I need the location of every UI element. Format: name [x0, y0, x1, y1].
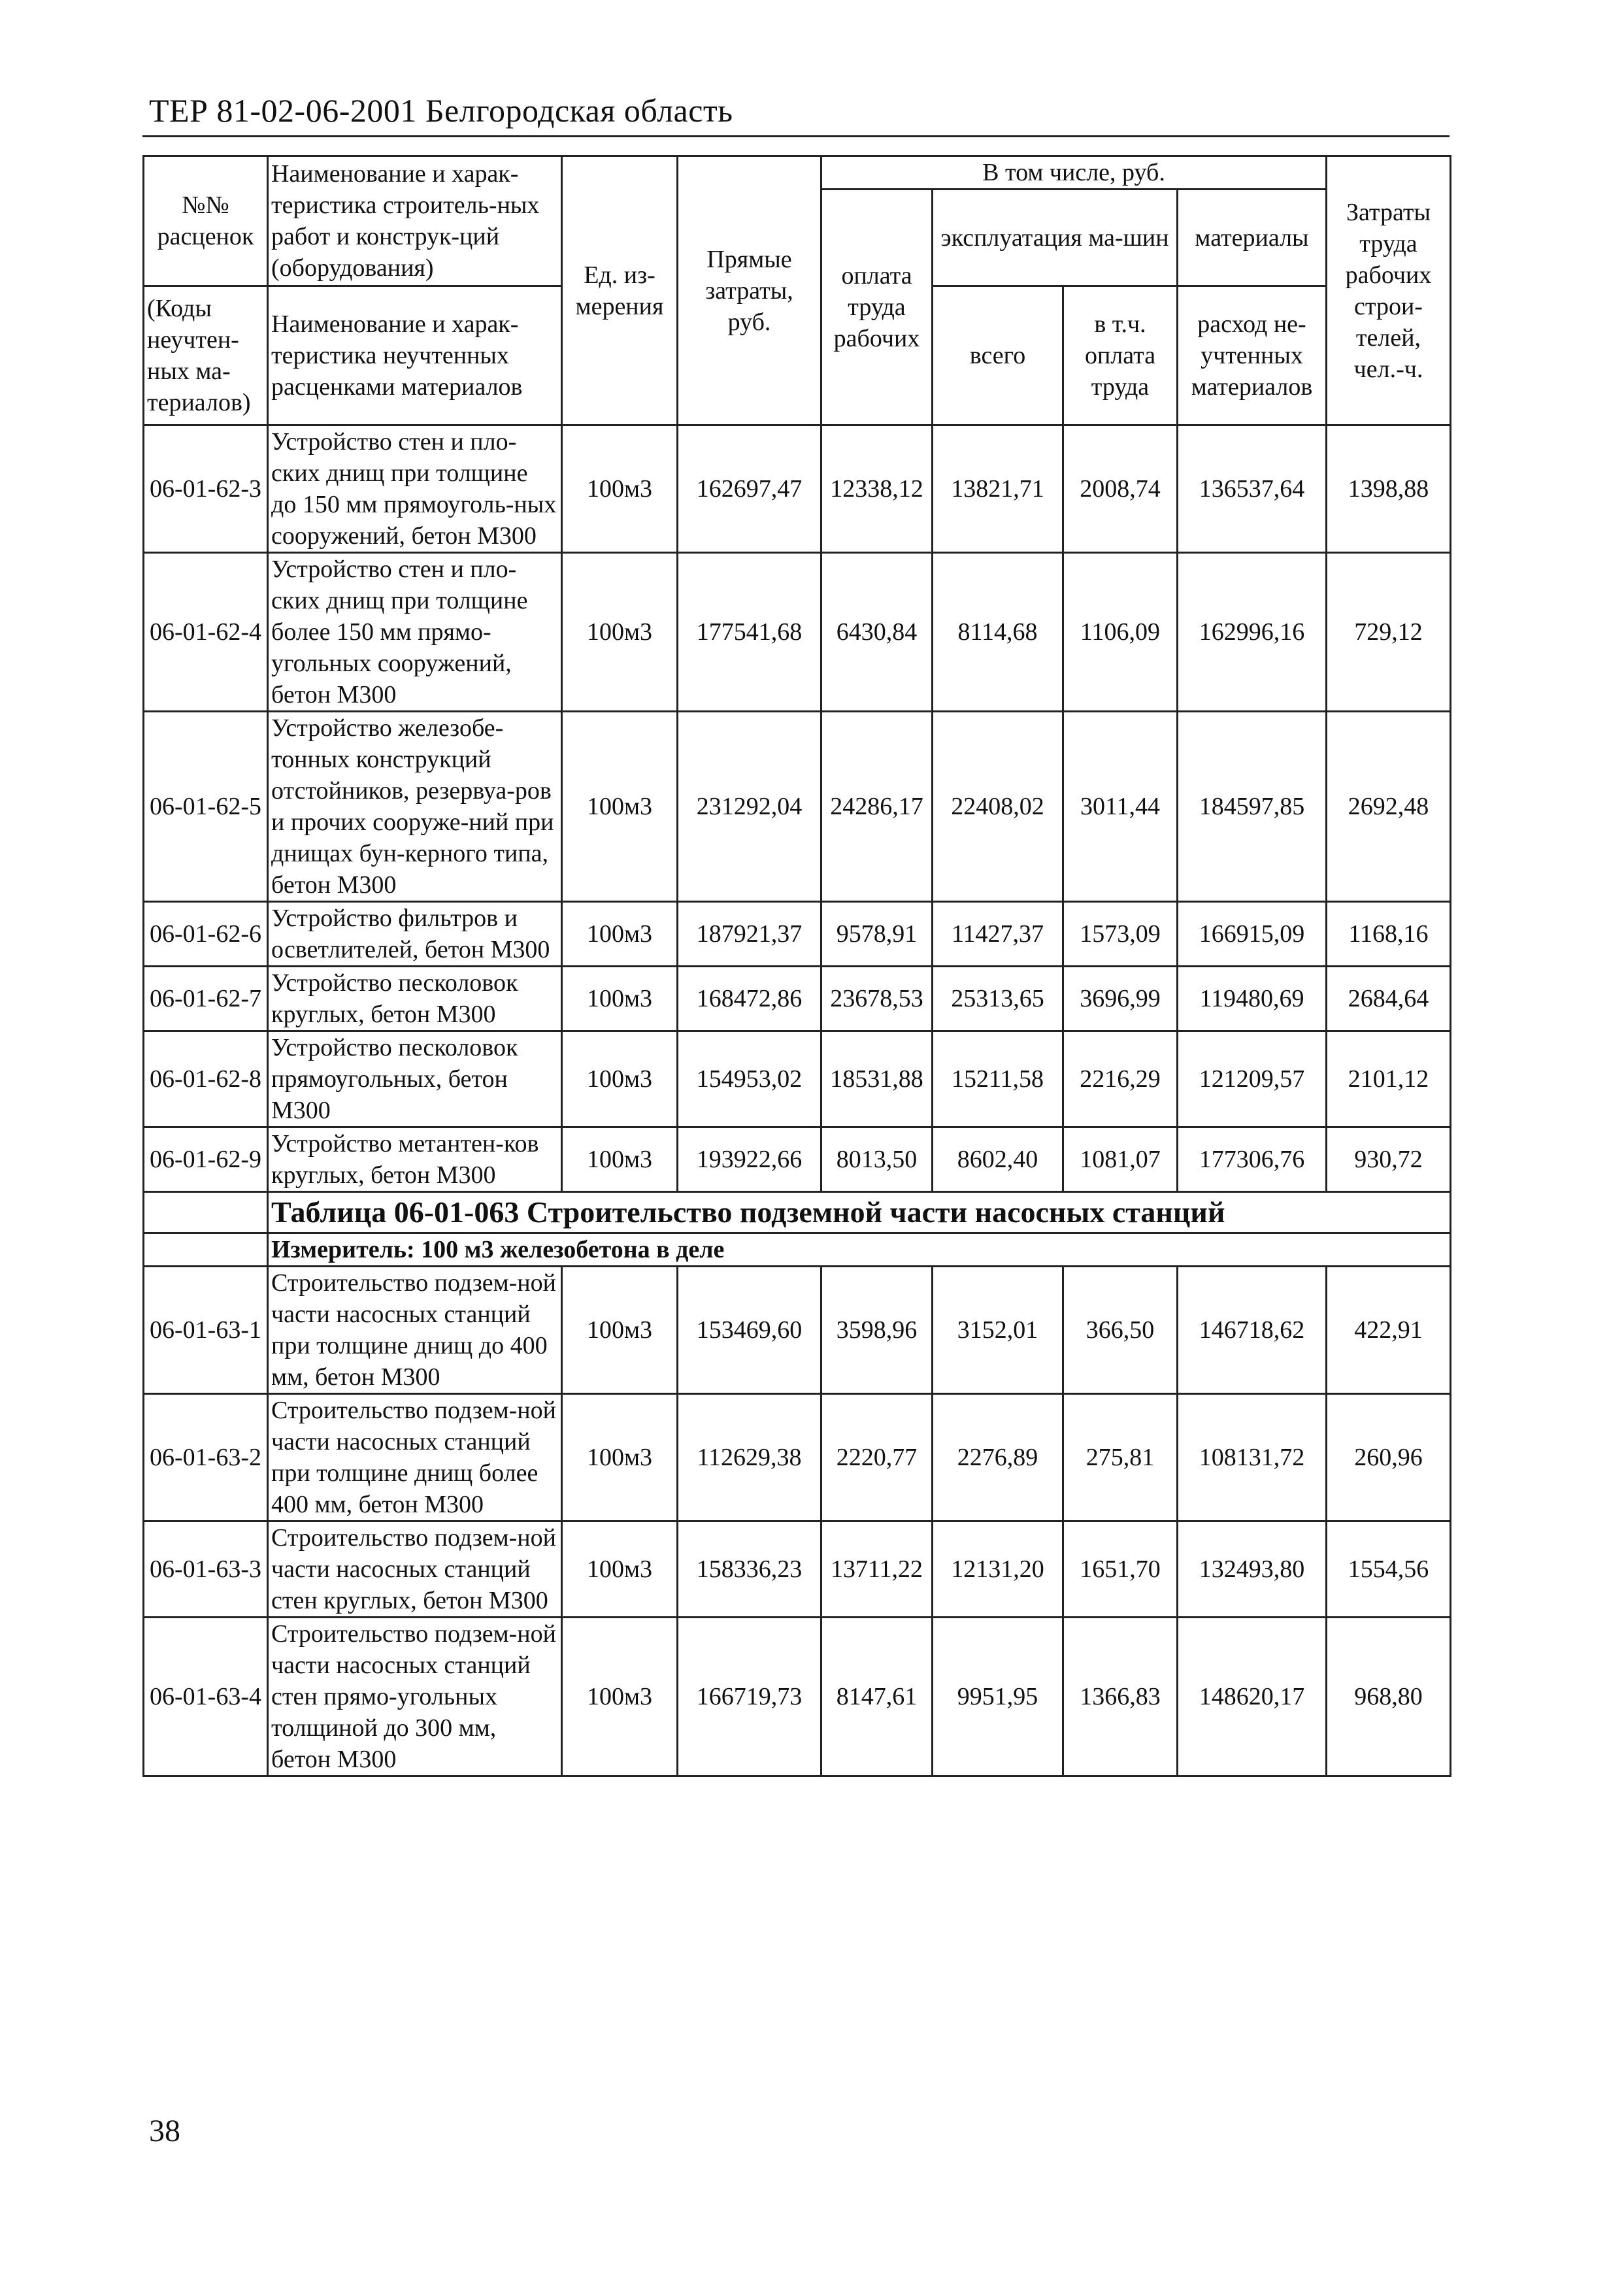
- machines-labor-pay: 2008,74: [1063, 425, 1178, 553]
- machines-total: 8114,68: [933, 553, 1063, 712]
- rate-code: 06-01-62-7: [144, 967, 268, 1031]
- machines-total: 12131,20: [933, 1521, 1063, 1618]
- section-unit: Измеритель: 100 м3 железобетона в деле: [268, 1233, 1451, 1267]
- header-machines: эксплуатация ма-шин: [933, 190, 1178, 286]
- rate-code: 06-01-63-4: [144, 1618, 268, 1776]
- machines-labor-pay: 1106,09: [1063, 553, 1178, 712]
- rate-unit: 100м3: [562, 1618, 678, 1776]
- rate-code: 06-01-62-6: [144, 902, 268, 967]
- page-number: 38: [149, 2114, 180, 2148]
- header-machines-total: всего: [933, 286, 1063, 425]
- labor-pay: 2220,77: [821, 1394, 933, 1521]
- rate-name: Устройство песколовок прямоугольных, бетон М300: [268, 1031, 562, 1127]
- labor-pay: 8013,50: [821, 1127, 933, 1192]
- labor-hours: 968,80: [1327, 1618, 1451, 1776]
- machines-labor-pay: 3696,99: [1063, 967, 1178, 1031]
- section-title-blank: [144, 1192, 268, 1233]
- materials-cost: 177306,76: [1178, 1127, 1327, 1192]
- rate-code: 06-01-63-3: [144, 1521, 268, 1618]
- header-labor-costs: Затраты труда рабочих строи-телей, чел.-ч.: [1327, 156, 1451, 425]
- materials-cost: 162996,16: [1178, 553, 1327, 712]
- materials-cost: 108131,72: [1178, 1394, 1327, 1521]
- section-unit-row: [144, 1233, 1451, 1267]
- table-row: [144, 967, 1451, 1031]
- rate-name: Строительство подзем-ной части насосных станций при толщине днищ до 400 мм, бетон М300: [268, 1267, 562, 1394]
- rate-name: Устройство стен и пло-ских днищ при толщине до 150 мм прямоуголь-ных сооружений, бетон М300: [268, 425, 562, 553]
- rate-name: Строительство подзем-ной части насосных станций стен прямо-угольных толщиной до 300 мм, бетон М300: [268, 1618, 562, 1776]
- labor-hours: 2692,48: [1327, 712, 1451, 902]
- labor-pay: 6430,84: [821, 553, 933, 712]
- labor-hours: 2101,12: [1327, 1031, 1451, 1127]
- rate-unit: 100м3: [562, 1394, 678, 1521]
- labor-hours: 1398,88: [1327, 425, 1451, 553]
- labor-hours: 422,91: [1327, 1267, 1451, 1394]
- labor-pay: 12338,12: [821, 425, 933, 553]
- direct-cost: 177541,68: [678, 553, 821, 712]
- labor-pay: 24286,17: [821, 712, 933, 902]
- rate-name: Устройство метантен-ков круглых, бетон М300: [268, 1127, 562, 1192]
- rate-unit: 100м3: [562, 553, 678, 712]
- rate-code: 06-01-63-2: [144, 1394, 268, 1521]
- machines-labor-pay: 275,81: [1063, 1394, 1178, 1521]
- machines-labor-pay: 366,50: [1063, 1267, 1178, 1394]
- rate-name: Устройство стен и пло-ских днищ при толщине более 150 мм прямо-угольных сооружений, бетон М300: [268, 553, 562, 712]
- direct-cost: 112629,38: [678, 1394, 821, 1521]
- header-direct: Прямые затраты, руб.: [678, 156, 821, 425]
- labor-pay: 9578,91: [821, 902, 933, 967]
- labor-pay: 3598,96: [821, 1267, 933, 1394]
- direct-cost: 168472,86: [678, 967, 821, 1031]
- machines-total: 9951,95: [933, 1618, 1063, 1776]
- machines-labor-pay: 1366,83: [1063, 1618, 1178, 1776]
- rate-code: 06-01-62-9: [144, 1127, 268, 1192]
- machines-labor-pay: 1573,09: [1063, 902, 1178, 967]
- materials-cost: 148620,17: [1178, 1618, 1327, 1776]
- direct-cost: 162697,47: [678, 425, 821, 553]
- labor-hours: 1168,16: [1327, 902, 1451, 967]
- materials-cost: 184597,85: [1178, 712, 1327, 902]
- machines-total: 15211,58: [933, 1031, 1063, 1127]
- labor-hours: 729,12: [1327, 553, 1451, 712]
- rate-code: 06-01-62-8: [144, 1031, 268, 1127]
- machines-total: 8602,40: [933, 1127, 1063, 1192]
- table-row: [144, 1394, 1451, 1521]
- labor-hours: 2684,64: [1327, 967, 1451, 1031]
- machines-labor-pay: 2216,29: [1063, 1031, 1178, 1127]
- direct-cost: 187921,37: [678, 902, 821, 967]
- table-row: [144, 1031, 1451, 1127]
- table-row: [144, 902, 1451, 967]
- labor-pay: 18531,88: [821, 1031, 933, 1127]
- rate-name: Строительство подзем-ной части насосных станций при толщине днищ более 400 мм, бетон М300: [268, 1394, 562, 1521]
- materials-cost: 132493,80: [1178, 1521, 1327, 1618]
- table-row: [144, 1127, 1451, 1192]
- header-materials-unaccounted: расход не-учтенных материалов: [1178, 286, 1327, 425]
- header-rule: [142, 135, 1450, 137]
- direct-cost: 154953,02: [678, 1031, 821, 1127]
- machines-labor-pay: 1651,70: [1063, 1521, 1178, 1618]
- labor-pay: 8147,61: [821, 1618, 933, 1776]
- header-including: В том числе, руб.: [821, 156, 1327, 190]
- rate-unit: 100м3: [562, 1521, 678, 1618]
- table-row: [144, 553, 1451, 712]
- rate-name: Устройство фильтров и осветлителей, бетон М300: [268, 902, 562, 967]
- labor-pay: 23678,53: [821, 967, 933, 1031]
- header-codes: (Коды неучтен-ных ма-териалов): [144, 286, 268, 425]
- document-header-title: ТЕР 81-02-06-2001 Белгородская область: [149, 92, 733, 129]
- materials-cost: 121209,57: [1178, 1031, 1327, 1127]
- header-labor-pay: оплата труда рабочих: [821, 190, 933, 425]
- machines-total: 22408,02: [933, 712, 1063, 902]
- header-machines-pay: в т.ч. оплата труда: [1063, 286, 1178, 425]
- table-row: [144, 425, 1451, 553]
- rate-unit: 100м3: [562, 1267, 678, 1394]
- header-name: Наименование и харак-теристика строитель-ных работ и конструк-ций (оборудования): [268, 156, 562, 286]
- machines-total: 3152,01: [933, 1267, 1063, 1394]
- materials-cost: 119480,69: [1178, 967, 1327, 1031]
- rate-unit: 100м3: [562, 967, 678, 1031]
- machines-labor-pay: 3011,44: [1063, 712, 1178, 902]
- table-row: [144, 712, 1451, 902]
- table-row: [144, 1618, 1451, 1776]
- labor-hours: 930,72: [1327, 1127, 1451, 1192]
- rate-unit: 100м3: [562, 902, 678, 967]
- rate-unit: 100м3: [562, 712, 678, 902]
- rate-name: Устройство песколовок круглых, бетон М300: [268, 967, 562, 1031]
- direct-cost: 193922,66: [678, 1127, 821, 1192]
- materials-cost: 146718,62: [1178, 1267, 1327, 1394]
- section-title: Таблица 06-01-063 Строительство подземной части насосных станций: [268, 1192, 1451, 1233]
- labor-pay: 13711,22: [821, 1521, 933, 1618]
- rates-table: [142, 155, 1451, 1777]
- table-row: [144, 1521, 1451, 1618]
- rate-code: 06-01-62-5: [144, 712, 268, 902]
- direct-cost: 231292,04: [678, 712, 821, 902]
- rate-code: 06-01-62-4: [144, 553, 268, 712]
- labor-hours: 260,96: [1327, 1394, 1451, 1521]
- rate-code: 06-01-63-1: [144, 1267, 268, 1394]
- table-header-row-1: [144, 156, 1451, 190]
- rate-name: Строительство подзем-ной части насосных станций стен круглых, бетон М300: [268, 1521, 562, 1618]
- section-title-row: [144, 1192, 1451, 1233]
- header-name-sub: Наименование и харак-теристика неучтенных расценками материалов: [268, 286, 562, 425]
- header-unit: Ед. из-мерения: [562, 156, 678, 425]
- materials-cost: 136537,64: [1178, 425, 1327, 553]
- direct-cost: 166719,73: [678, 1618, 821, 1776]
- rate-unit: 100м3: [562, 425, 678, 553]
- labor-hours: 1554,56: [1327, 1521, 1451, 1618]
- rate-code: 06-01-62-3: [144, 425, 268, 553]
- header-materials: материалы: [1178, 190, 1327, 286]
- materials-cost: 166915,09: [1178, 902, 1327, 967]
- machines-total: 11427,37: [933, 902, 1063, 967]
- direct-cost: 153469,60: [678, 1267, 821, 1394]
- rate-unit: 100м3: [562, 1031, 678, 1127]
- machines-total: 2276,89: [933, 1394, 1063, 1521]
- header-num: №№ расценок: [144, 156, 268, 286]
- machines-total: 13821,71: [933, 425, 1063, 553]
- rate-unit: 100м3: [562, 1127, 678, 1192]
- machines-labor-pay: 1081,07: [1063, 1127, 1178, 1192]
- direct-cost: 158336,23: [678, 1521, 821, 1618]
- rate-name: Устройство железобе-тонных конструкций отстойников, резервуа-ров и прочих сооруже-ний при днищах бун-керного типа, бетон М300: [268, 712, 562, 902]
- section-unit-blank: [144, 1233, 268, 1267]
- table-row: [144, 1267, 1451, 1394]
- machines-total: 25313,65: [933, 967, 1063, 1031]
